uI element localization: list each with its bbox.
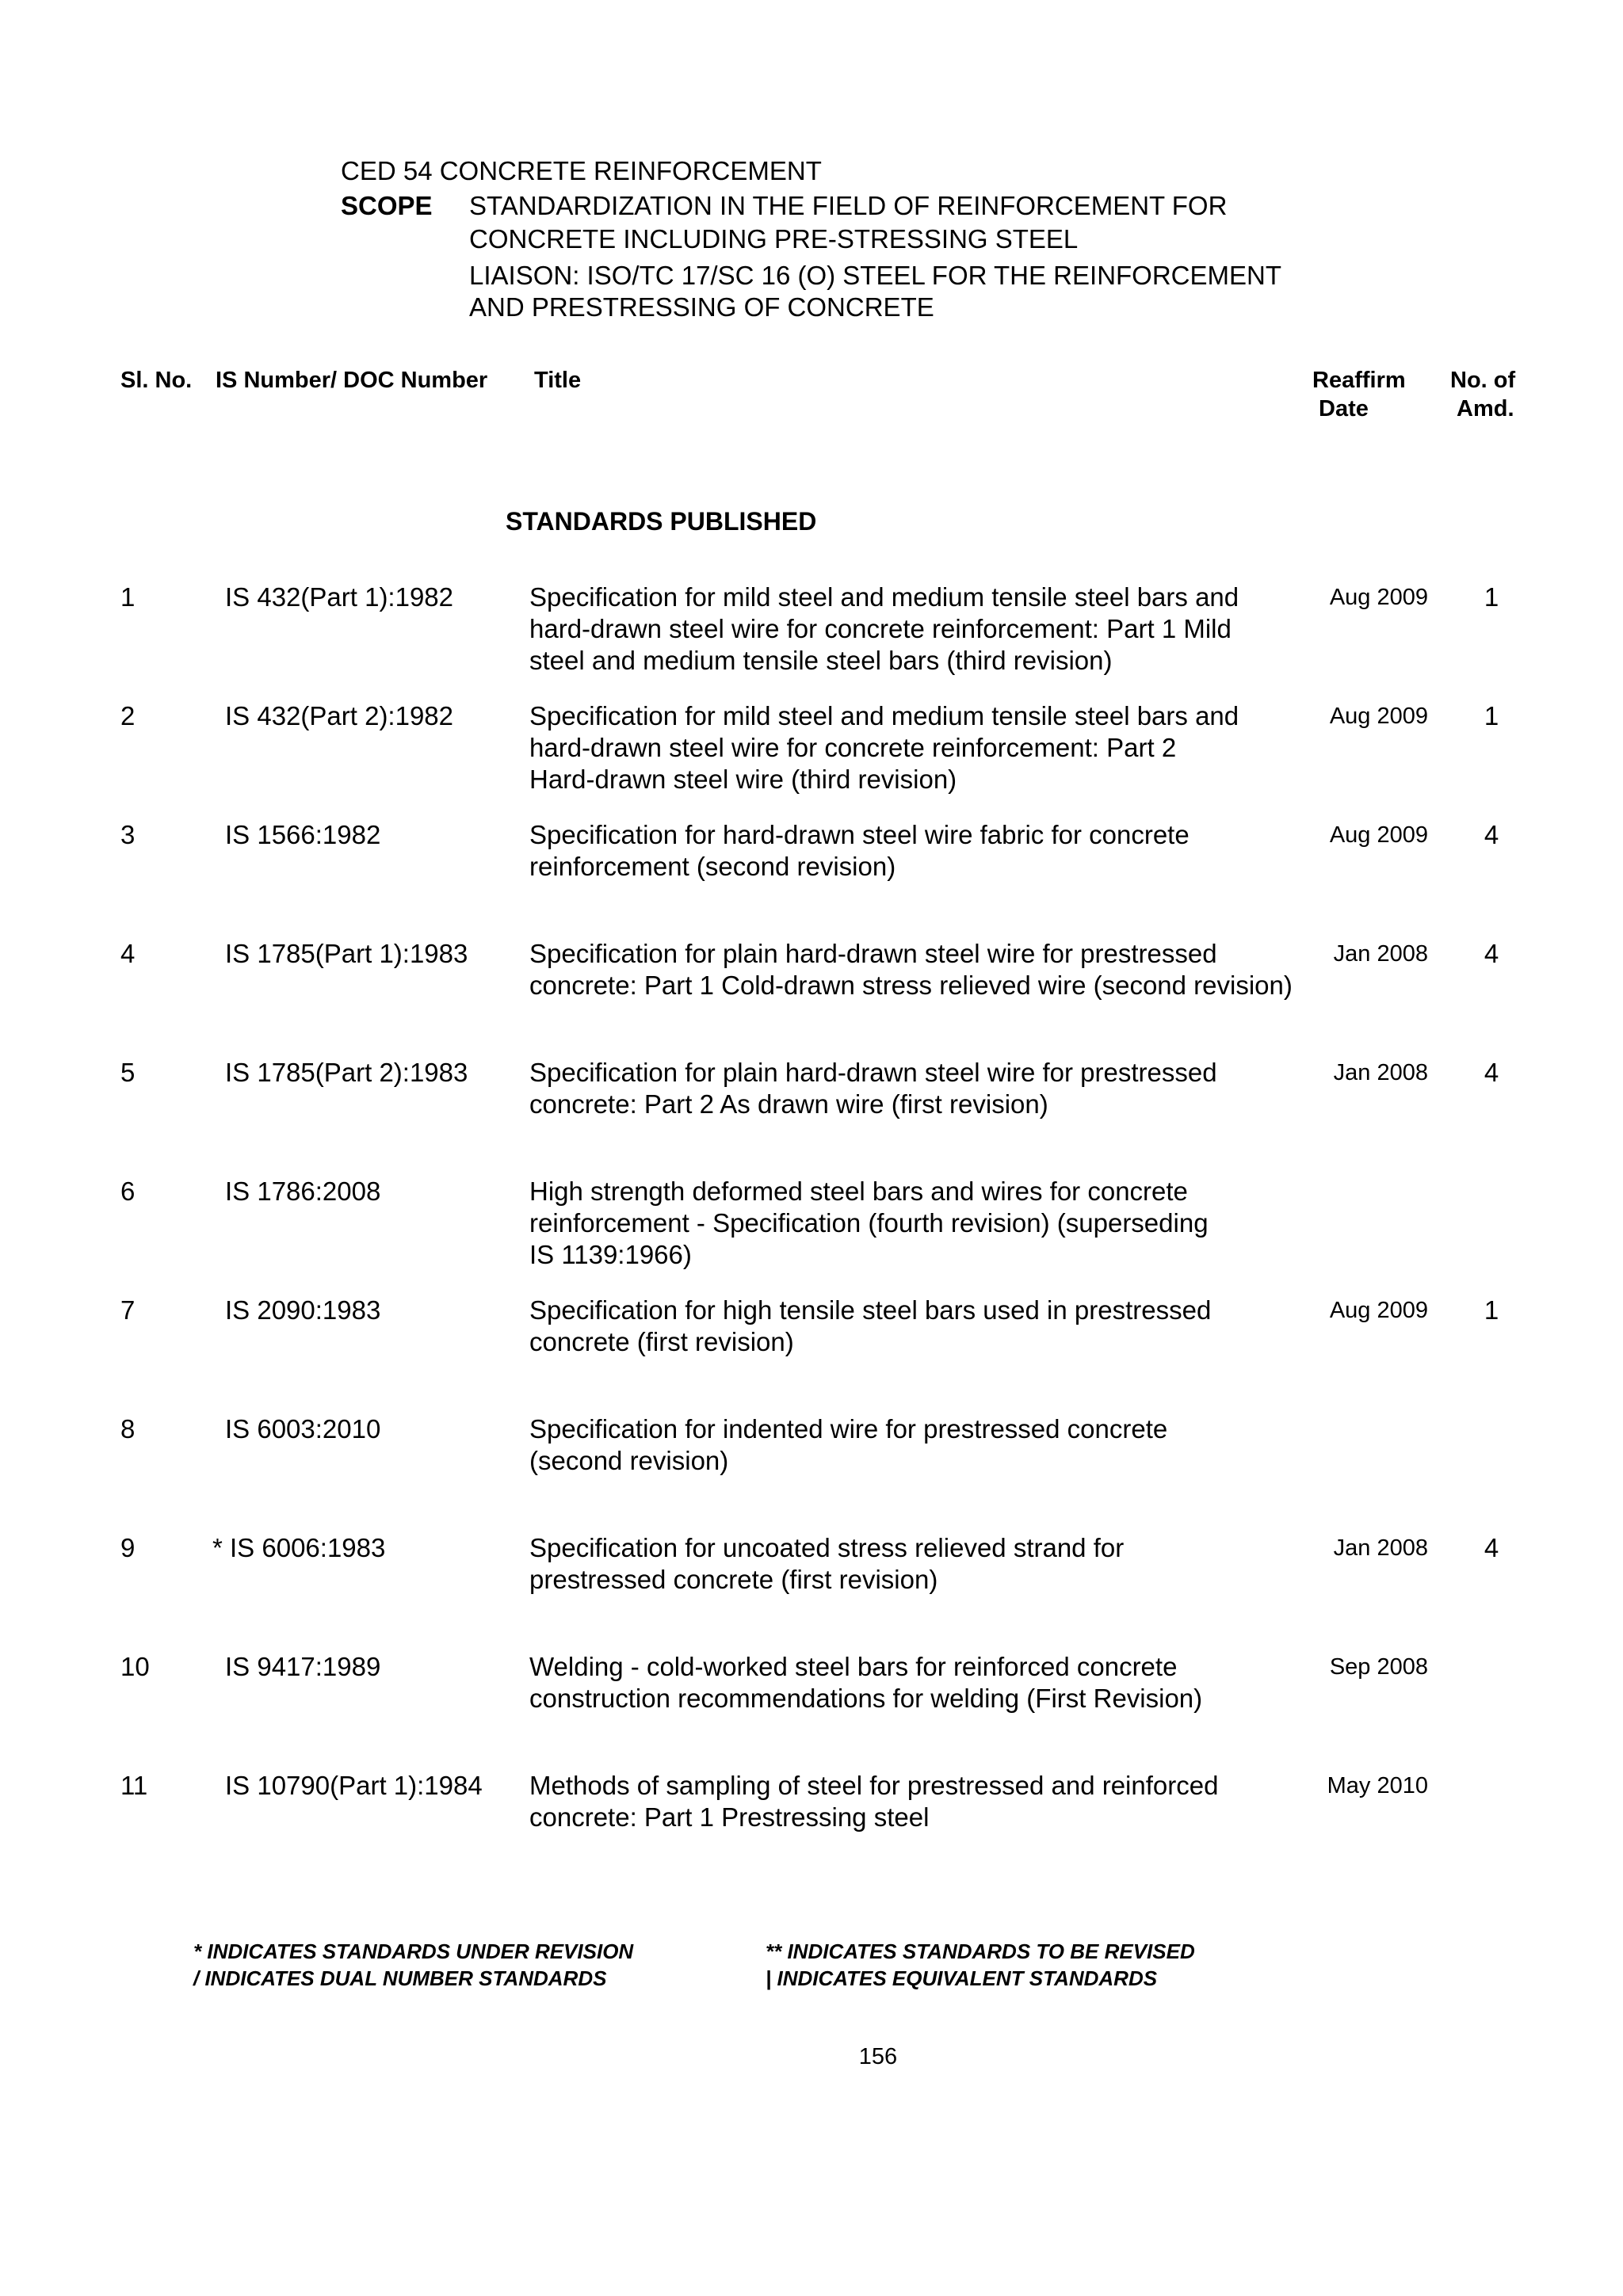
row-number: 5 [120, 1058, 136, 1087]
column-header-isnumber: IS Number/ DOC Number [216, 368, 488, 393]
scope-label: SCOPE [341, 191, 433, 220]
scope-line-2: CONCRETE INCLUDING PRE-STRESSING STEEL [469, 224, 1079, 254]
column-header-slno: Sl. No. [120, 368, 193, 393]
footnote-equivalent: | INDICATES EQUIVALENT STANDARDS [766, 1966, 1158, 1990]
row-is-number: IS 1566:1982 [225, 820, 381, 849]
row-reaffirm-date: Jan 2008 [1333, 1060, 1428, 1085]
row-amendments: 1 [1484, 701, 1499, 730]
row-title: Specification for mild steel and medium tensile steel bars and hard-drawn steel wire for concrete reinforcement: Part 2 Hard-drawn steel wire (third revision) [529, 701, 1239, 794]
liaison-line-1: LIAISON: ISO/TC 17/SC 16 (O) STEEL FOR THE REINFORCEMENT [469, 261, 1282, 290]
row-is-number: IS 9417:1989 [225, 1652, 381, 1681]
row-reaffirm-date: Aug 2009 [1329, 822, 1428, 848]
row-reaffirm-date: Sep 2008 [1329, 1654, 1428, 1680]
row-number: 7 [120, 1295, 136, 1325]
row-title: Welding - cold-worked steel bars for reinforced concrete construction recommendations for welding (First Revision) [529, 1652, 1203, 1713]
column-header-reaffirm: Reaffirm [1312, 368, 1406, 393]
row-amendments: 4 [1484, 939, 1499, 968]
row-title: Specification for plain hard-drawn steel wire for prestressed concrete: Part 2 As drawn wire (first revision) [529, 1058, 1217, 1119]
row-number: 8 [120, 1414, 136, 1444]
row-title: High strength deformed steel bars and wires for concrete reinforcement - Specification (fourth revision) (superseding IS 1139:1966) [529, 1177, 1209, 1269]
row-reaffirm-date: Jan 2008 [1333, 941, 1428, 967]
footnote-to-be-revised: ** INDICATES STANDARDS TO BE REVISED [766, 1939, 1195, 1963]
row-amendments: 4 [1484, 820, 1499, 849]
row-title: Specification for high tensile steel bars used in prestressed concrete (first revision) [529, 1295, 1212, 1356]
row-is-number: IS 10790(Part 1):1984 [225, 1771, 483, 1800]
row-reaffirm-date: Jan 2008 [1333, 1535, 1428, 1561]
row-amendments: 4 [1484, 1058, 1499, 1087]
scope-line-1: STANDARDIZATION IN THE FIELD OF REINFORCEMENT FOR [469, 191, 1228, 220]
row-number: 3 [120, 820, 136, 849]
row-number: 4 [120, 939, 136, 968]
row-is-number: IS 1785(Part 1):1983 [225, 939, 468, 968]
row-reaffirm-date: May 2010 [1327, 1773, 1428, 1798]
row-amendments: 4 [1484, 1533, 1499, 1562]
footnote-dual-number: / INDICATES DUAL NUMBER STANDARDS [193, 1966, 607, 1990]
liaison-line-2: AND PRESTRESSING OF CONCRETE [469, 292, 934, 322]
row-reaffirm-date: Aug 2009 [1329, 704, 1428, 729]
column-header-date: Date [1319, 396, 1369, 421]
row-amendments: 1 [1484, 582, 1499, 612]
row-number: 6 [120, 1177, 136, 1206]
row-reaffirm-date: Aug 2009 [1329, 1298, 1428, 1323]
row-is-number: * IS 6006:1983 [212, 1533, 386, 1562]
column-header-title: Title [534, 368, 582, 393]
row-is-number: IS 2090:1983 [225, 1295, 381, 1325]
footnote-under-revision: * INDICATES STANDARDS UNDER REVISION [193, 1939, 634, 1963]
row-number: 10 [120, 1652, 150, 1681]
column-header-amd: No. of [1450, 368, 1516, 393]
row-number: 11 [120, 1771, 148, 1800]
page-number: 156 [858, 2044, 898, 2069]
row-number: 2 [120, 701, 136, 730]
row-is-number: IS 432(Part 2):1982 [225, 701, 454, 730]
row-title: Specification for indented wire for prestressed concrete (second revision) [529, 1414, 1168, 1475]
row-amendments: 1 [1484, 1295, 1499, 1325]
row-number: 1 [120, 582, 136, 612]
row-title: Specification for plain hard-drawn steel wire for prestressed concrete: Part 1 Cold-drawn stress relieved wire (second revision) [529, 939, 1293, 1000]
row-title: Specification for uncoated stress relieved strand for prestressed concrete (first revision) [529, 1533, 1125, 1594]
row-is-number: IS 432(Part 1):1982 [225, 582, 454, 612]
row-is-number: IS 6003:2010 [225, 1414, 381, 1444]
row-title: Specification for hard-drawn steel wire fabric for concrete reinforcement (second revision) [529, 820, 1190, 881]
row-is-number: IS 1786:2008 [225, 1177, 381, 1206]
row-is-number: IS 1785(Part 2):1983 [225, 1058, 468, 1087]
row-number: 9 [120, 1533, 136, 1562]
committee-title: CED 54 CONCRETE REINFORCEMENT [341, 156, 822, 185]
column-header-amd-line2: Amd. [1457, 396, 1514, 421]
section-heading: STANDARDS PUBLISHED [506, 507, 817, 536]
row-reaffirm-date: Aug 2009 [1329, 585, 1428, 610]
row-title: Specification for mild steel and medium tensile steel bars and hard-drawn steel wire for concrete reinforcement: Part 1 Mild steel and medium tensile steel bars (third revision) [529, 582, 1239, 675]
row-title: Methods of sampling of steel for prestressed and reinforced concrete: Part 1 Prestressing steel [529, 1771, 1219, 1832]
